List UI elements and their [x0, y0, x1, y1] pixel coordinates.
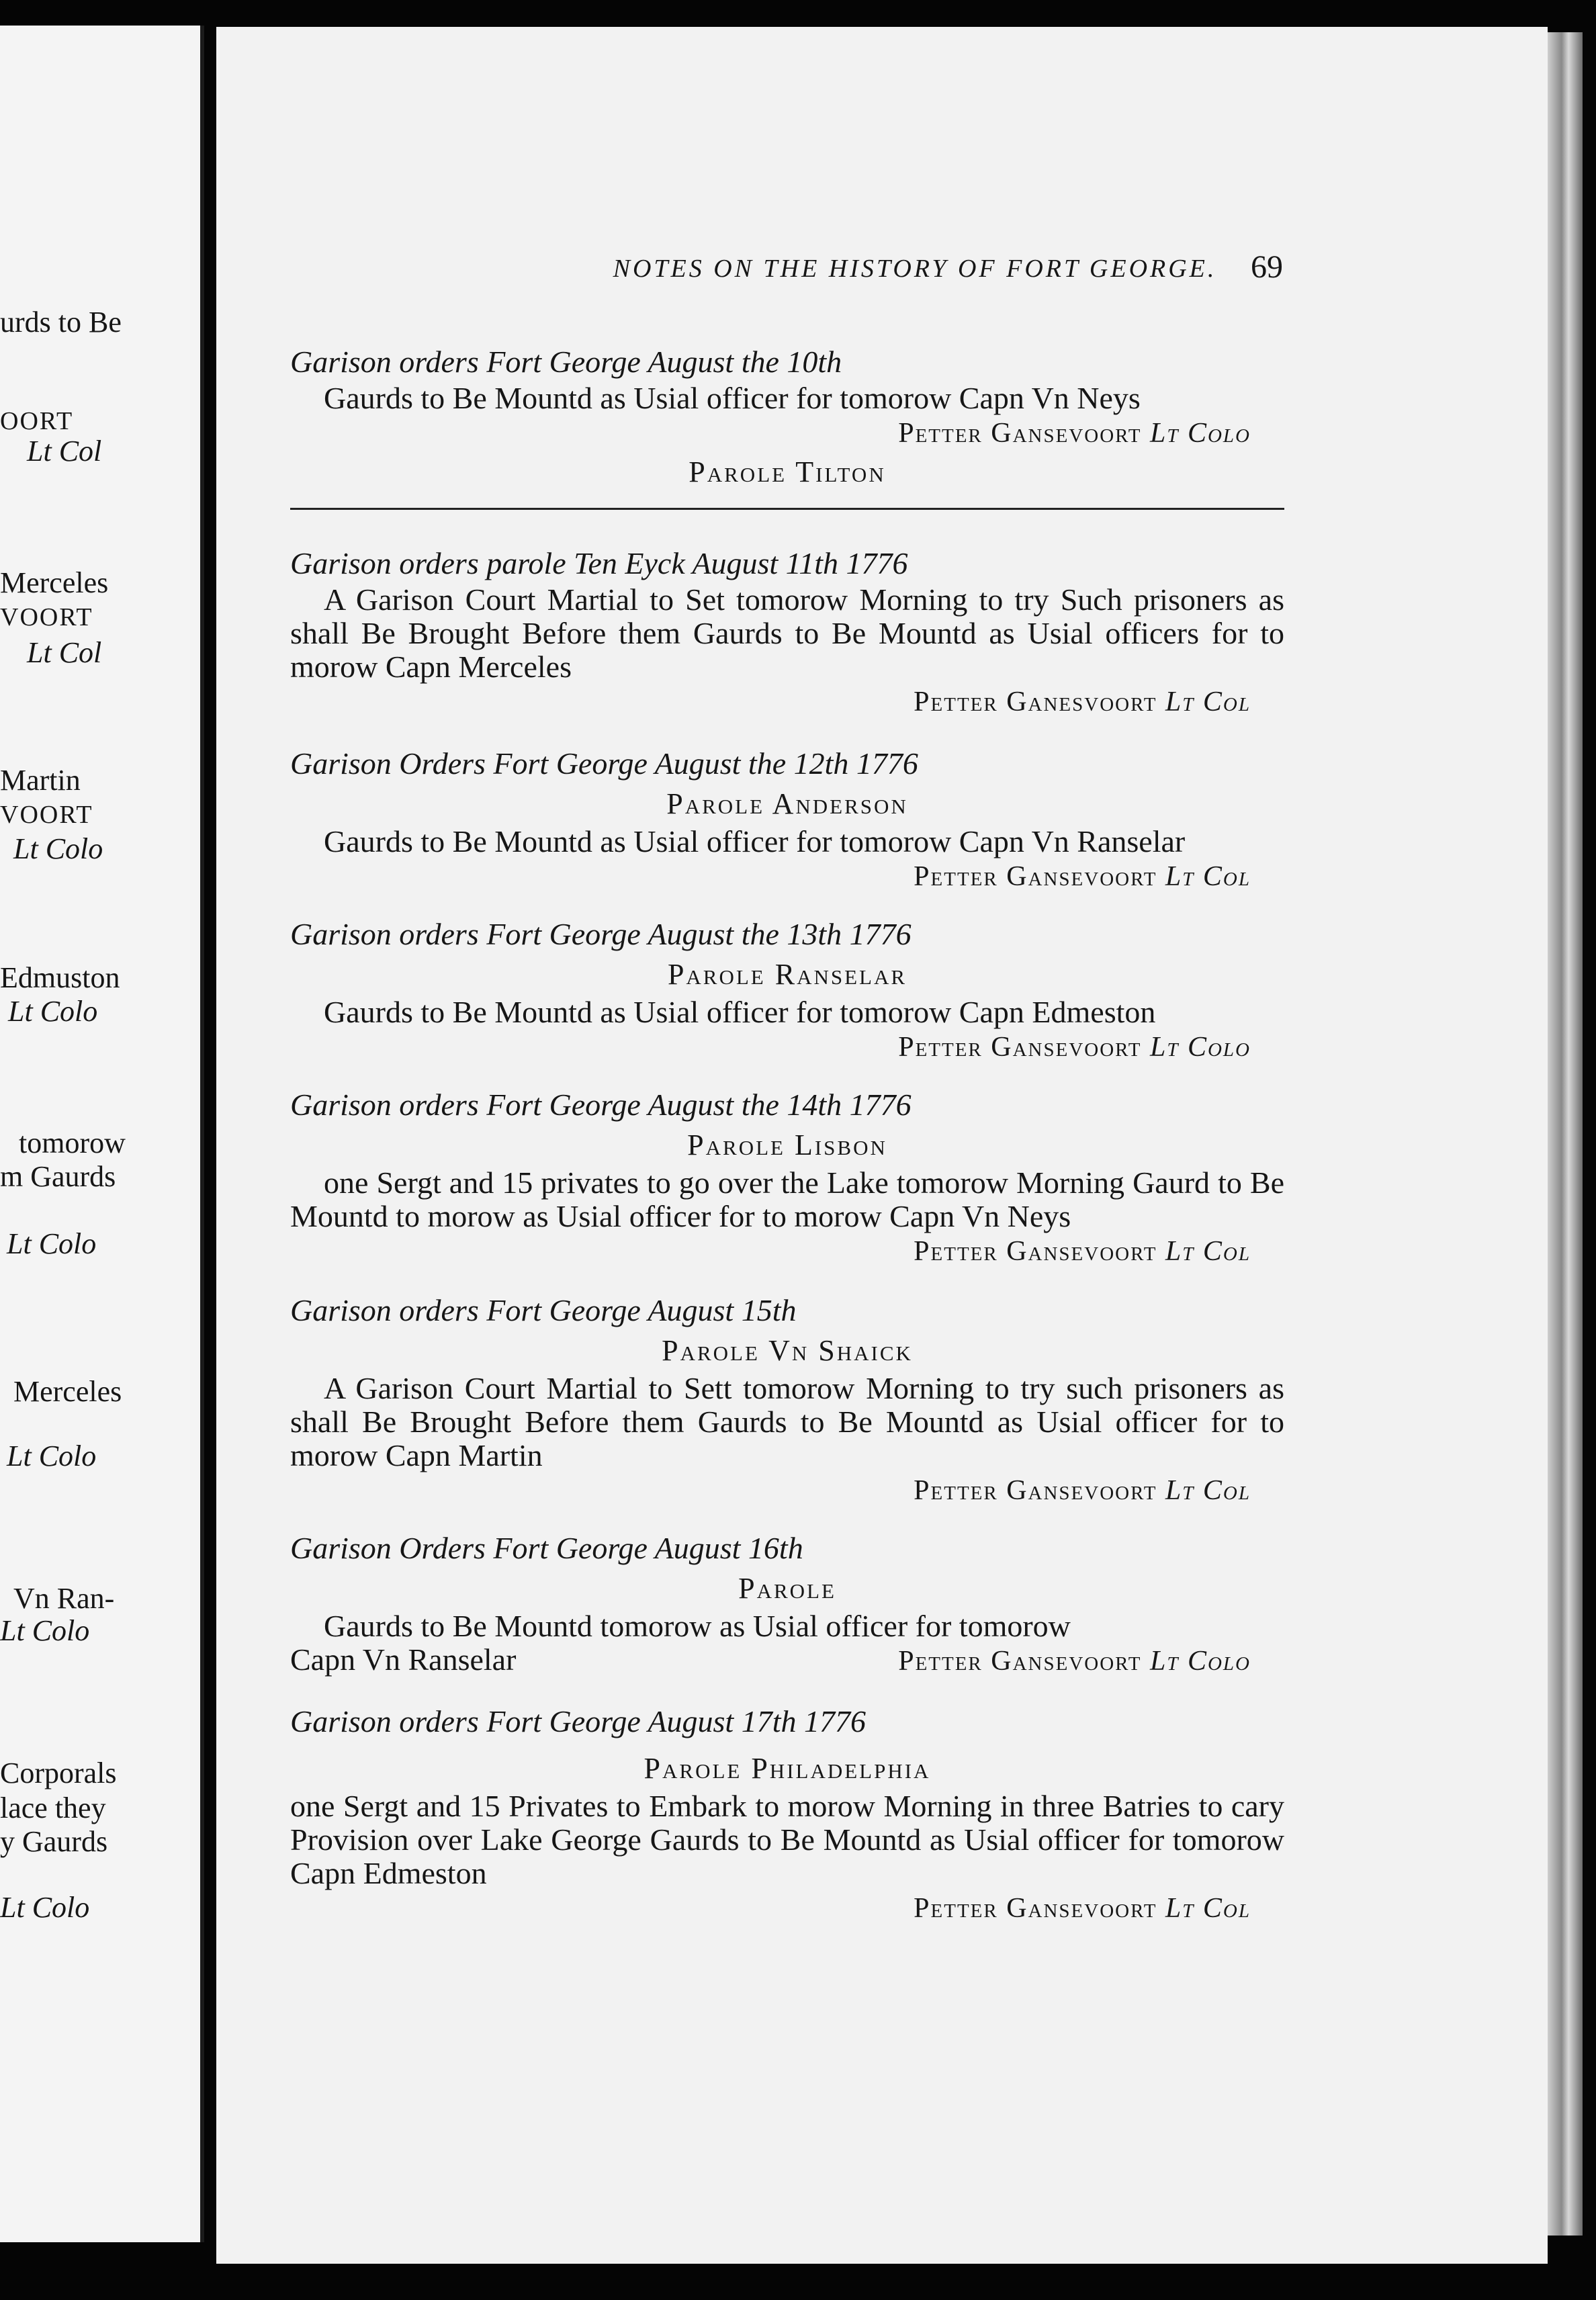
prev-line: OORT: [0, 407, 74, 435]
prev-line: Lt Colo: [0, 1891, 90, 1924]
prev-line: Merceles: [0, 566, 109, 599]
order-heading: Garison orders Fort George August 17th 1776: [290, 1704, 866, 1738]
signature-name: Petter Gansevoort: [914, 1893, 1157, 1924]
order-entry: [290, 544, 1284, 720]
page-number: 69: [1251, 249, 1283, 285]
prev-line: VOORT: [0, 801, 93, 829]
signature: [290, 1472, 1284, 1509]
signature: [898, 1643, 1284, 1679]
order-body: one Sergt and 15 Privates to Embark to morow Morning in three Batries to cary Provision over Lake George Gaurds to Be Mountd as Usial officer for tomorow Capn Edmeston: [290, 1789, 1284, 1890]
order-entry: [290, 1529, 1284, 1679]
parole-line: Parole Philadelphia: [644, 1752, 931, 1785]
signature: [290, 858, 1284, 895]
order-heading: Garison orders Fort George August the 10th: [290, 345, 842, 379]
order-body: Gaurds to Be Mountd as Usial officer for tomorow Capn Vn Ranselar: [324, 824, 1186, 858]
signature-name: Petter Gansevoort: [914, 861, 1157, 892]
prev-line: Martin: [0, 764, 81, 797]
signature-rank: Lt Col: [1165, 1475, 1251, 1506]
prev-line: Lt Colo: [0, 1614, 90, 1647]
page-edge: [1548, 32, 1583, 2236]
order-body-tail: Capn Vn Ranselar: [290, 1642, 517, 1677]
prev-line: Vn Ran-: [13, 1582, 115, 1615]
signature-rank: Lt Colo: [1149, 418, 1251, 449]
order-body: Gaurds to Be Mountd as Usial officer for tomorow Capn Vn Neys: [324, 381, 1141, 415]
signature: [290, 684, 1284, 720]
parole-line: Parole Lisbon: [687, 1129, 887, 1161]
parole-line: Parole Tilton: [689, 455, 886, 488]
order-entry: [290, 744, 1284, 895]
signature-name: Petter Gansevoort: [898, 1032, 1142, 1063]
order-body: Gaurds to Be Mountd tomorow as Usial officer for tomorow: [324, 1609, 1071, 1643]
parole-line: Parole Ranselar: [667, 958, 907, 991]
prev-line: Lt Colo: [7, 1227, 97, 1260]
parole-line: Parole Anderson: [666, 787, 908, 820]
prev-line: Merceles: [13, 1375, 122, 1408]
signature-name: Petter Ganesvoort: [914, 687, 1157, 717]
book-page: [216, 27, 1548, 2264]
body-signature-line: [290, 1643, 1284, 1679]
order-heading: Garison orders Fort George August the 13th 1776: [290, 917, 912, 951]
order-heading: Garison Orders Fort George August the 12th 1776: [290, 746, 918, 781]
signature-rank: Lt Col: [1165, 1236, 1251, 1267]
order-entry: [290, 1702, 1284, 1927]
signature: [290, 415, 1284, 451]
running-head: NOTES ON THE HISTORY OF FORT GEORGE.: [613, 255, 1217, 283]
order-entry: [290, 1291, 1284, 1509]
prev-line: y Gaurds: [0, 1825, 108, 1858]
signature-rank: Lt Col: [1165, 687, 1251, 717]
prev-line: Edmuston: [0, 961, 120, 994]
signature-rank: Lt Col: [1165, 1893, 1251, 1924]
order-entry: [290, 1086, 1284, 1270]
order-entry: [290, 915, 1284, 1065]
parole-line: Parole: [738, 1572, 836, 1605]
prev-line: lace they: [0, 1792, 106, 1824]
order-heading: Garison orders Fort George August the 14th 1776: [290, 1088, 912, 1122]
order-heading: Garison orders Fort George August 15th: [290, 1293, 797, 1327]
signature: [290, 1233, 1284, 1270]
order-body: Gaurds to Be Mountd as Usial officer for tomorow Capn Edmeston: [324, 995, 1156, 1029]
signature-name: Petter Gansevoort: [914, 1475, 1157, 1506]
prev-line: Lt Col: [27, 435, 102, 468]
order-body: A Garison Court Martial to Set tomorow Morning to try Such prisoners as shall Be Brought Before them Gaurds to Be Mountd as Usial officers for to morow Capn Merceles: [290, 582, 1284, 684]
prev-line: VOORT: [0, 603, 93, 631]
prev-line: Lt Colo: [7, 1440, 97, 1472]
prev-line: m Gaurds: [0, 1160, 116, 1193]
order-entry: [290, 343, 1284, 493]
section-rule: [290, 508, 1284, 510]
order-body: one Sergt and 15 privates to go over the Lake tomorow Morning Gaurd to Be Mountd to morow as Usial officer for to morow Capn Vn Neys: [290, 1165, 1284, 1233]
signature-rank: Lt Colo: [1149, 1646, 1251, 1677]
prev-line: Lt Colo: [13, 832, 103, 865]
order-heading: Garison orders parole Ten Eyck August 11th 1776: [290, 546, 908, 580]
prev-line: Lt Col: [27, 636, 102, 669]
prev-line: urds to Be: [0, 306, 122, 339]
signature-rank: Lt Col: [1165, 861, 1251, 892]
signature-name: Petter Gansevoort: [898, 418, 1142, 449]
previous-page-fragment: [0, 26, 204, 2242]
parole-line: Parole Vn Shaick: [662, 1334, 913, 1367]
signature: [290, 1029, 1284, 1065]
signature-name: Petter Gansevoort: [898, 1646, 1142, 1677]
prev-line: tomorow: [19, 1126, 126, 1159]
signature-rank: Lt Colo: [1149, 1032, 1251, 1063]
prev-line: Corporals: [0, 1757, 117, 1789]
signature-name: Petter Gansevoort: [914, 1236, 1157, 1267]
signature: [290, 1890, 1284, 1927]
prev-line: Lt Colo: [8, 995, 98, 1028]
order-heading: Garison Orders Fort George August 16th: [290, 1531, 803, 1565]
order-body: A Garison Court Martial to Sett tomorow Morning to try such prisoners as shall Be Brought Before them Gaurds to Be Mountd as Usial officer for to morow Capn Martin: [290, 1371, 1284, 1472]
